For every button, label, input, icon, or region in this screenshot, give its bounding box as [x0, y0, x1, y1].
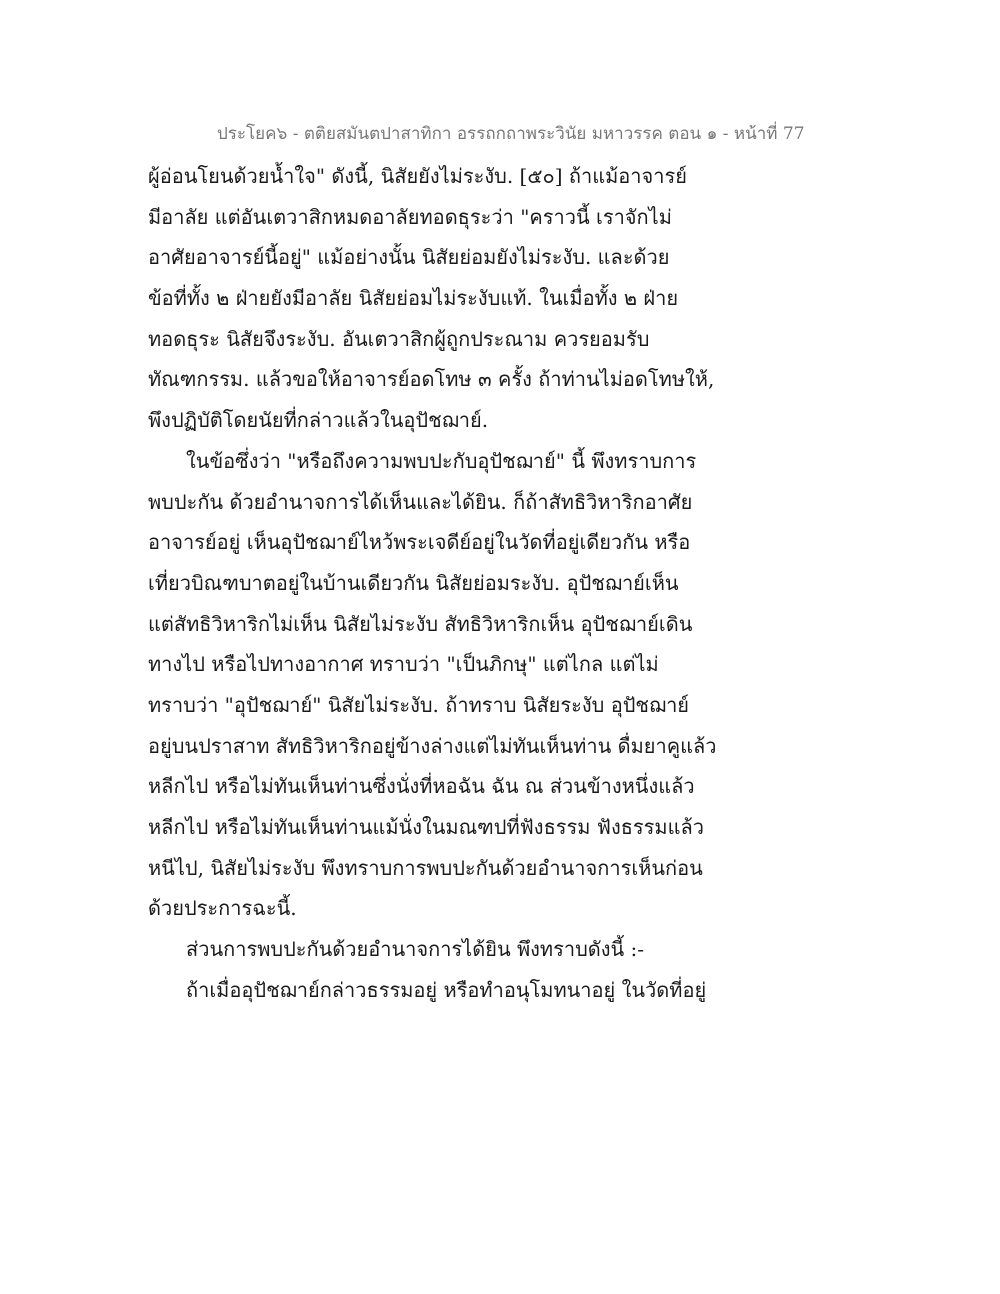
text-line: ทอดธุระ นิสัยจึงระงับ. อันเตวาสิกผู้ถูกประณาม ควรยอมรับ [148, 326, 650, 351]
body-text [148, 156, 717, 1010]
text-line: หลีกไป หรือไม่ทันเห็นท่านซึ่งนั่งที่หอฉัน ฉัน ณ ส่วนข้างหนึ่งแล้ว [148, 774, 695, 799]
text-line: พึงปฏิบัติโดยนัยที่กล่าวแล้วในอุปัชฌาย์. [148, 408, 489, 433]
text-line: แต่สัทธิวิหาริกไม่เห็น นิสัยไม่ระงับ สัทธิวิหาริกเห็น อุปัชฌาย์เดิน [148, 611, 693, 636]
text-line: พบปะกัน ด้วยอำนาจการได้เห็นและได้ยิน. ก็ถ้าสัทธิวิหาริกอาศัย [148, 489, 693, 514]
text-line: อาจารย์อยู่ เห็นอุปัชฌาย์ไหว้พระเจดีย์อยู่ในวัดที่อยู่เดียวกัน หรือ [148, 530, 691, 555]
text-line: อาศัยอาจารย์นี้อยู่" แม้อย่างนั้น นิสัยย่อมยังไม่ระงับ. และด้วย [148, 245, 670, 270]
page-header: ประโยค๖ - ตติยสมันตปาสาทิกา อรรถกถาพระวินัย มหาวรรค ตอน ๑ - หน้าที่ 77 [217, 124, 805, 144]
text-line: อยู่บนปราสาท สัทธิวิหาริกอยู่ข้างล่างแต่ไม่ทันเห็นท่าน ดื่มยาคูแล้ว [148, 733, 717, 758]
text-line: หลีกไป หรือไม่ทันเห็นท่านแม้นั่งในมณฑปที่ฟังธรรม ฟังธรรมแล้ว [148, 815, 704, 839]
text-line: ทัณฑกรรม. แล้วขอให้อาจารย์อดโทษ ๓ ครั้ง ถ้าท่านไม่อดโทษให้, [148, 367, 715, 392]
text-line: มีอาลัย แต่อันเตวาสิกหมดอาลัยทอดธุระว่า "คราวนี้ เราจักไม่ [148, 204, 672, 229]
text-line: ทราบว่า "อุปัชฌาย์" นิสัยไม่ระงับ. ถ้าทราบ นิสัยระงับ อุปัชฌาย์ [148, 692, 690, 717]
paragraph-first-line: ถ้าเมื่ออุปัชฌาย์กล่าวธรรมอยู่ หรือทำอนุโมทนาอยู่ ในวัดที่อยู่ [186, 977, 707, 1002]
text-line: ผู้อ่อนโยนด้วยน้ำใจ" ดังนี้, นิสัยยังไม่ระงับ. [๕๐] ถ้าแม้อาจารย์ [148, 164, 687, 188]
paragraph-first-line: ส่วนการพบปะกันด้วยอำนาจการได้ยิน พึงทราบดังนี้ :- [186, 937, 645, 962]
text-line: ทางไป หรือไปทางอากาศ ทราบว่า "เป็นภิกษุ" แต่ไกล แต่ไม่ [148, 652, 659, 677]
text-line: ข้อที่ทั้ง ๒ ฝ่ายยังมีอาลัย นิสัยย่อมไม่ระงับแท้. ในเมื่อทั้ง ๒ ฝ่าย [148, 286, 679, 311]
text-line: ด้วยประการฉะนี้. [148, 896, 297, 921]
paragraph-first-line: ในข้อซึ่งว่า "หรือถึงความพบปะกับอุปัชฌาย์" นี้ พึงทราบการ [186, 448, 697, 473]
text-line: เที่ยวบิณฑบาตอยู่ในบ้านเดียวกัน นิสัยย่อมระงับ. อุปัชฌาย์เห็น [148, 570, 679, 595]
text-line: หนีไป, นิสัยไม่ระงับ พึงทราบการพบปะกันด้วยอำนาจการเห็นก่อน [148, 855, 703, 880]
